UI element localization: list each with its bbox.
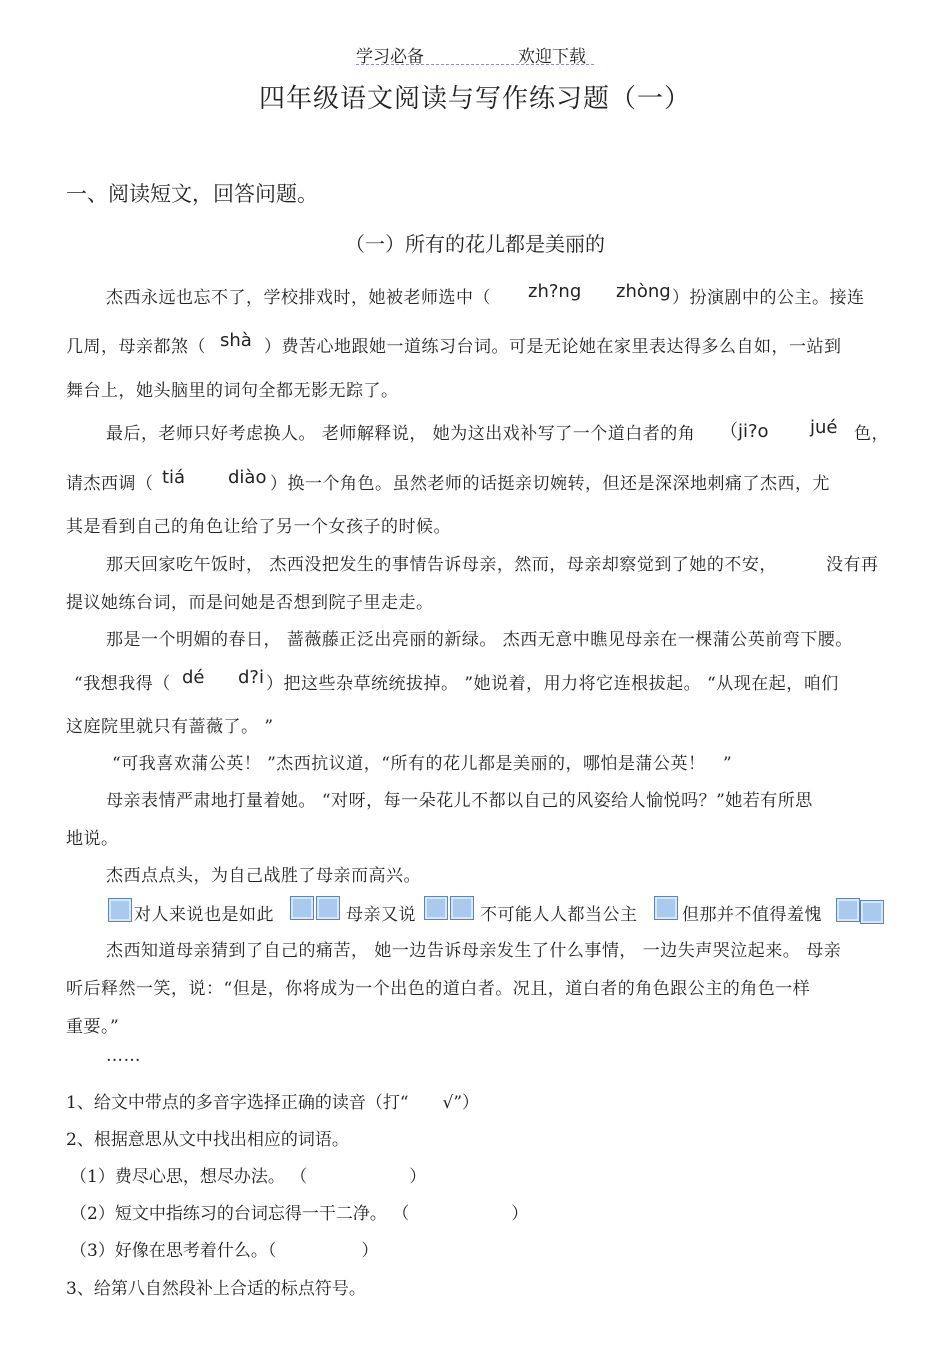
- punctuation-blank-7[interactable]: [836, 898, 860, 922]
- p2-text-c: 请杰西调（: [66, 474, 154, 494]
- p1-pinyin-3: shà: [220, 330, 252, 351]
- p6-text-b: 地说。: [66, 829, 119, 849]
- section-heading: 一、阅读短文，回答问题。: [66, 182, 318, 206]
- ellipsis: ……: [106, 1046, 141, 1066]
- p2-text-d: ）换一个角色。虽然老师的话挺亲切婉转，但还是深深地刺痛了杰西，尤: [270, 474, 830, 494]
- p2-pinyin-1: （ji?o: [720, 421, 769, 442]
- question-1: 1、给文中带点的多音字选择正确的读音（打“ √”）: [66, 1093, 480, 1113]
- p9-text-b: 听后释然一笑，说：“但是，你将成为一个出色的道白者。况且，道白者的角色跟公主的角色一样: [66, 979, 811, 999]
- header-right: 欢迎下载: [518, 47, 586, 67]
- p3-text-b: 没有再: [826, 555, 879, 575]
- p2-text-b: 色，: [854, 424, 889, 444]
- punctuation-blank-3[interactable]: [316, 896, 340, 920]
- p1-text-c: 几周，母亲都煞（: [66, 337, 206, 357]
- punctuation-blank-8[interactable]: [860, 900, 884, 924]
- p8-segment-1: 对人来说也是如此: [134, 905, 274, 925]
- p4-text-d: 这庭院里就只有蔷薇了。 ”: [66, 717, 274, 737]
- question-2-1: （1）费尽心思，想尽办法。 （ ）: [70, 1167, 427, 1187]
- p1-pinyin-2: zhòng: [616, 281, 671, 302]
- p9-text-a: 杰西知道母亲猜到了自己的痛苦， 她一边告诉母亲发生了什么事情， 一边失声哭泣起来。 母亲: [106, 941, 842, 961]
- p1-text-d: ）费苦心地跟她一道练习台词。可是无论她在家里表达得多么自如，一站到: [264, 337, 842, 357]
- p8-segment-4: 但那并不值得羞愧: [682, 905, 822, 925]
- page-title: 四年级语文阅读与写作练习题（一）: [258, 84, 691, 114]
- p4-pinyin-1: dé: [182, 667, 205, 688]
- header-underline: [356, 64, 594, 65]
- p4-text-b: “我想我得（: [74, 674, 171, 694]
- p6-text-a: 母亲表情严肃地打量着她。 “对呀，每一朵花儿不都以自己的风姿给人愉悦吗？”她若有所思: [106, 791, 813, 811]
- header-left: 学习必备: [356, 47, 424, 67]
- p2-pinyin-2: jué: [810, 417, 838, 438]
- question-2: 2、根据意思从文中找出相应的词语。: [66, 1130, 349, 1150]
- p1-pinyin-1: zh?ng: [528, 281, 582, 302]
- p2-text-e: 其是看到自己的角色让给了另一个女孩子的时候。: [66, 517, 451, 537]
- p3-text-c: 提议她练台词，而是问她是否想到院子里走走。: [66, 593, 434, 613]
- p9-text-c: 重要。”: [66, 1017, 120, 1037]
- p1-text-a: 杰西永远也忘不了，学校排戏时，她被老师选中（: [106, 288, 491, 308]
- p1-text-e: 舞台上，她头脑里的词句全都无影无踪了。: [66, 381, 399, 401]
- punctuation-blank-5[interactable]: [450, 896, 474, 920]
- p1-text-b: ）扮演剧中的公主。接连: [672, 288, 865, 308]
- p8-segment-3: 不可能人人都当公主: [480, 905, 638, 925]
- punctuation-blank-4[interactable]: [424, 896, 448, 920]
- punctuation-blank-6[interactable]: [654, 896, 678, 920]
- question-3: 3、给第八自然段补上合适的标点符号。: [66, 1279, 366, 1299]
- punctuation-blank-2[interactable]: [290, 896, 314, 920]
- p4-text-c: ）把这些杂草统统拔掉。 ”她说着，用力将它连根拔起。 “从现在起，咱们: [266, 674, 839, 694]
- p2-pinyin-3: tiá: [162, 467, 186, 488]
- question-2-3: （3）好像在思考着什么。（ ）: [70, 1241, 379, 1261]
- p4-text-a: 那是一个明媚的春日， 蔷薇藤正泛出亮丽的新绿。 杰西无意中瞧见母亲在一棵蒲公英前弯下腰。: [106, 630, 853, 650]
- p7-text: 杰西点点头，为自己战胜了母亲而高兴。: [106, 866, 421, 886]
- question-2-2: （2）短文中指练习的台词忘得一干二净。 （ ）: [70, 1204, 529, 1224]
- p2-pinyin-4: diào: [228, 467, 267, 488]
- p5-text: “可我喜欢蒲公英！ ”杰西抗议道，“所有的花儿都是美丽的，哪怕是蒲公英！ ”: [112, 754, 733, 774]
- p2-text-a: 最后，老师只好考虑换人。 老师解释说， 她为这出戏补写了一个道白者的角: [106, 424, 696, 444]
- p8-segment-2: 母亲又说: [346, 905, 416, 925]
- article-title: （一）所有的花儿都是美丽的: [345, 232, 605, 256]
- p4-pinyin-2: d?i: [238, 667, 264, 688]
- punctuation-blank-1[interactable]: [108, 898, 132, 922]
- p3-text-a: 那天回家吃午饭时， 杰西没把发生的事情告诉母亲，然而，母亲却察觉到了她的不安，: [106, 555, 777, 575]
